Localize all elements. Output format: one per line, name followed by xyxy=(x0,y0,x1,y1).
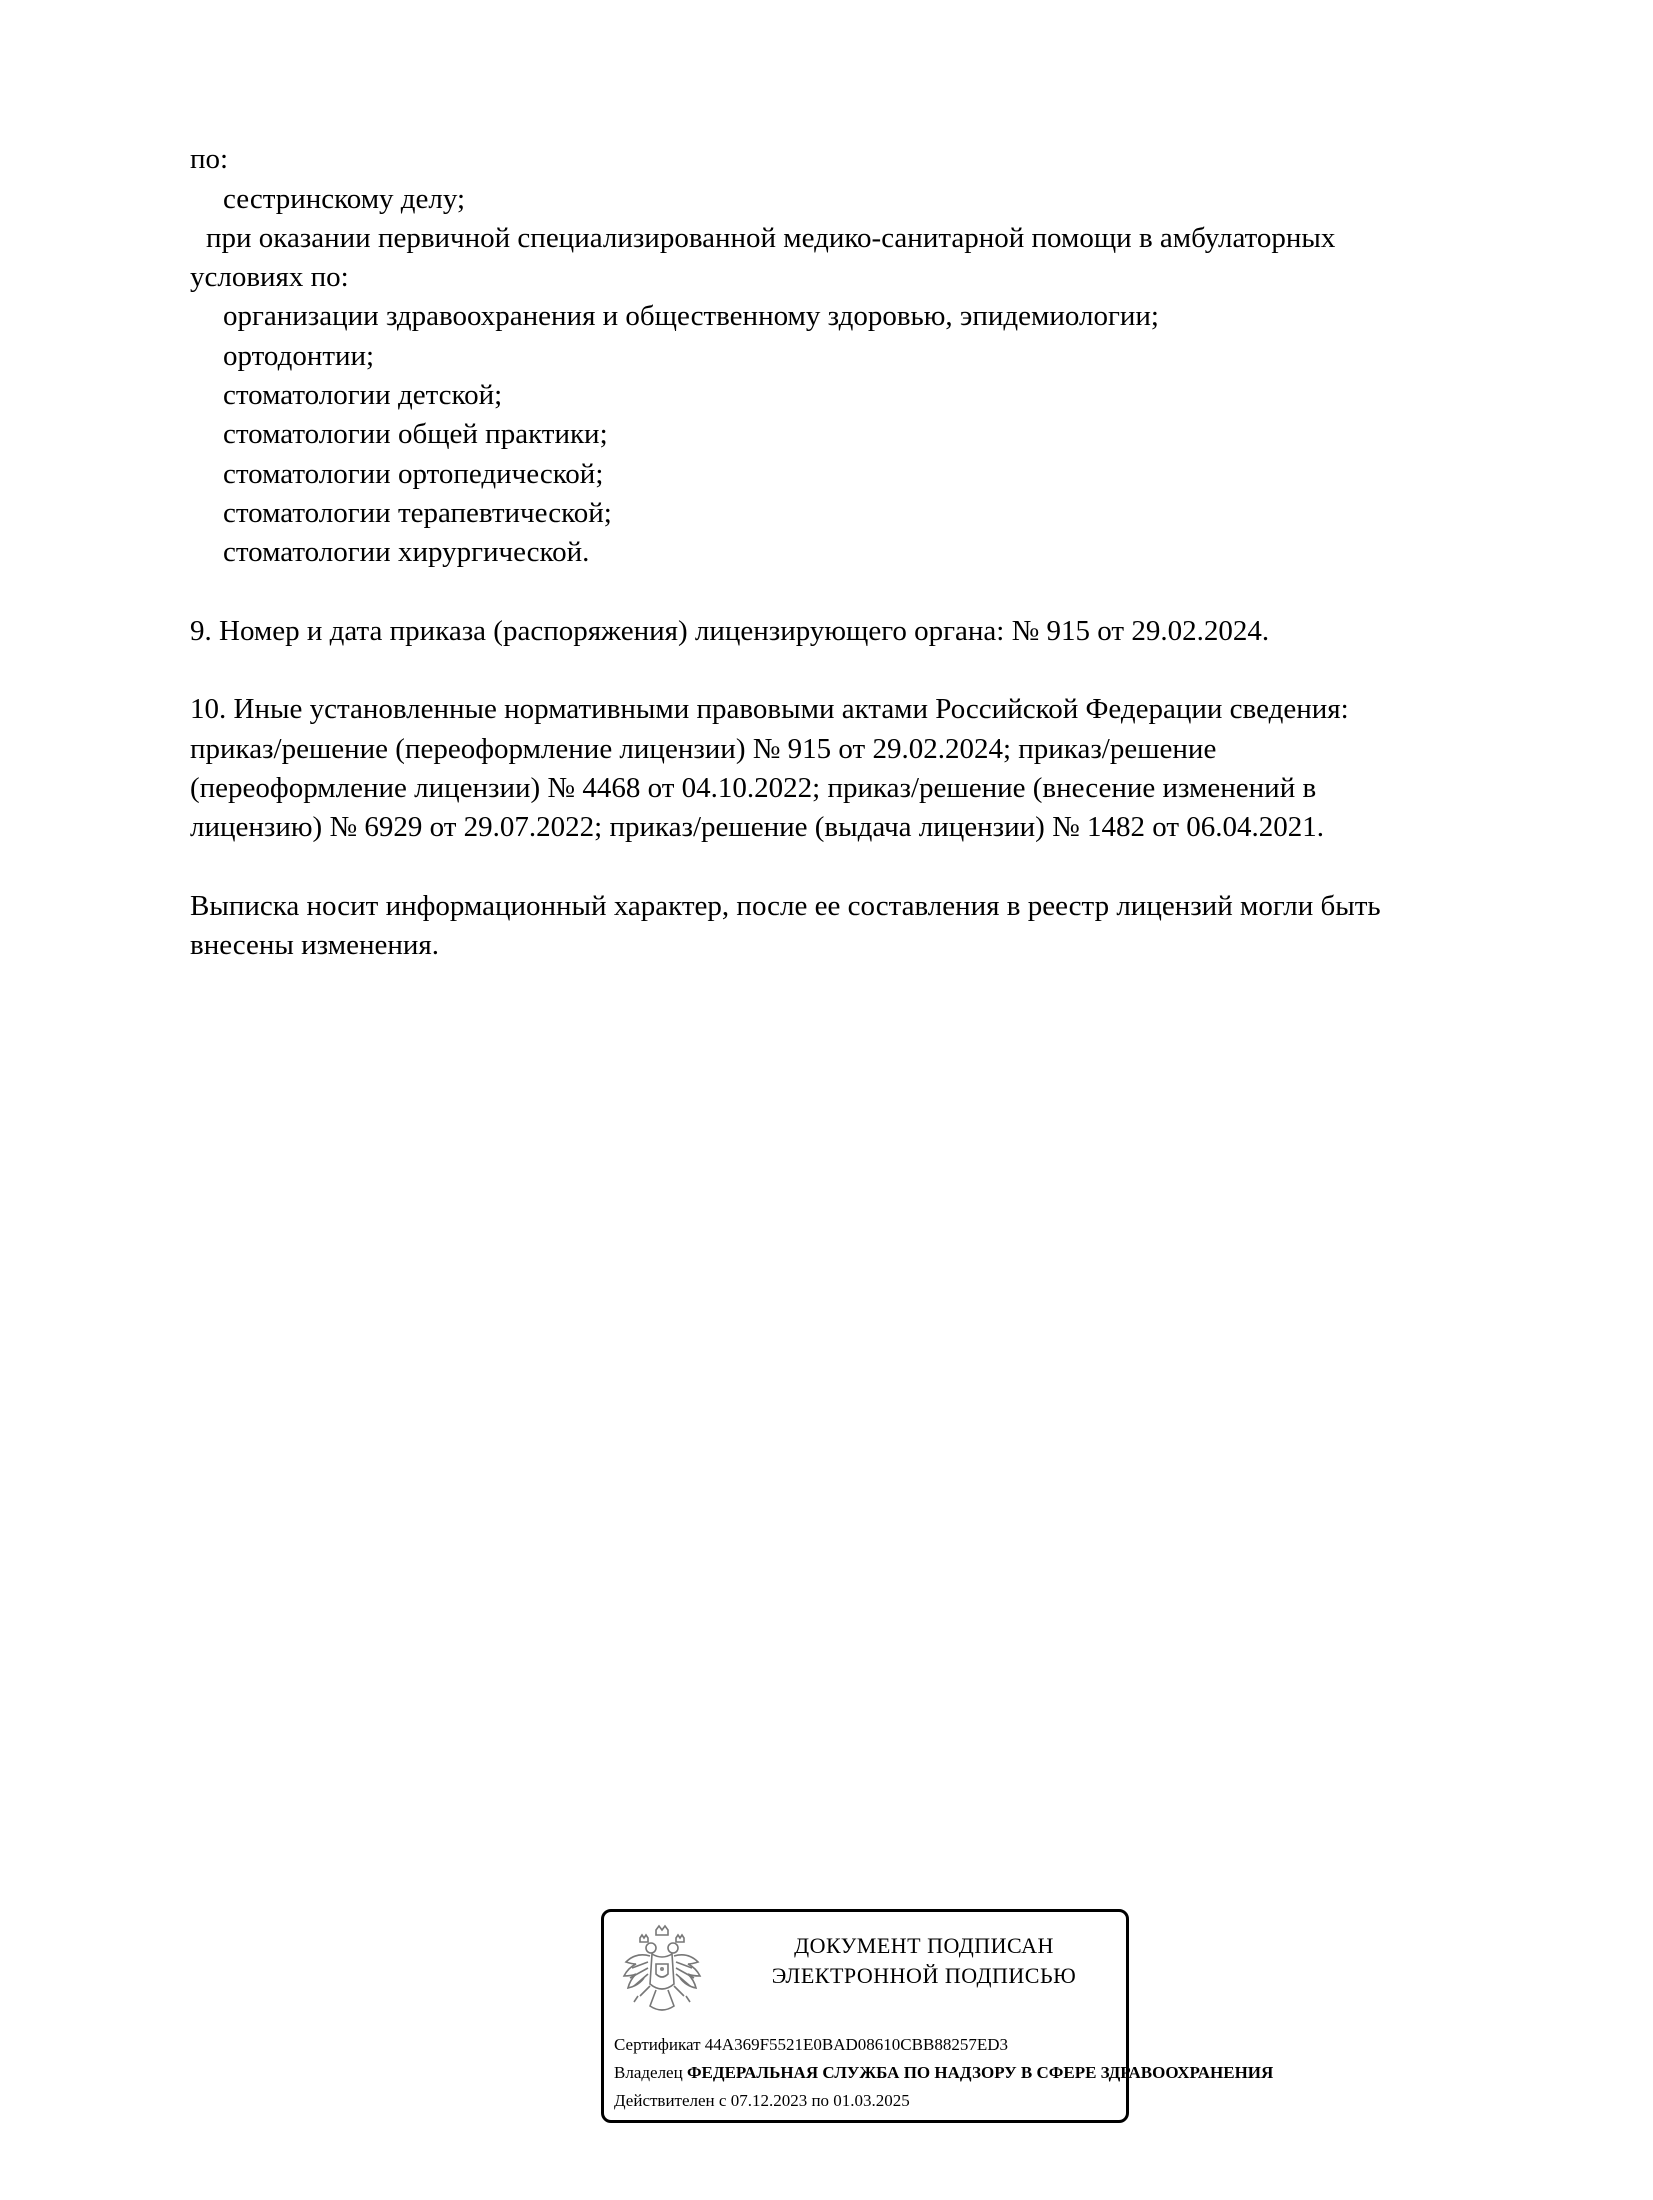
text-line: сестринскому делу; xyxy=(223,183,466,215)
electronic-signature-stamp xyxy=(601,1909,1274,2123)
disclaimer-line: Выписка носит информационный характер, после ее составления в реестр лицензий могли быть xyxy=(190,890,1381,922)
text-line: условиях по: xyxy=(190,261,349,293)
russian-coat-of-arms-icon xyxy=(620,1924,704,2020)
text-line: приказ/решение (переоформление лицензии) № 915 от 29.02.2024; приказ/решение xyxy=(190,733,1217,765)
text-line: стоматологии ортопедической; xyxy=(223,458,604,490)
validity-line: Действителен с 07.12.2023 по 01.03.2025 xyxy=(614,2091,910,2110)
text-line: (переоформление лицензии) № 4468 от 04.10.2022; приказ/решение (внесение изменений в xyxy=(190,772,1317,804)
stamp-heading-line1: ДОКУМЕНТ ПОДПИСАН xyxy=(794,1933,1054,1958)
owner-line xyxy=(614,2062,1273,2084)
text-line: стоматологии детской; xyxy=(223,379,503,411)
section-9-order: 9. Номер и дата приказа (распоряжения) лицензирующего органа: № 915 от 29.02.2024. xyxy=(190,615,1270,647)
certificate-value: 44A369F5521E0BAD08610CBB88257ED3 xyxy=(704,2035,1008,2054)
text-line: при оказании первичной специализированной медико-санитарной помощи в амбулаторных xyxy=(206,222,1336,254)
owner-value: ФЕДЕРАЛЬНАЯ СЛУЖБА ПО НАДЗОРУ В СФЕРЕ ЗДРАВООХРАНЕНИЯ xyxy=(686,2063,1274,2082)
text-line: ортодонтии; xyxy=(223,340,375,372)
text-line: стоматологии терапевтической; xyxy=(223,497,612,529)
text-line: лицензию) № 6929 от 29.07.2022; приказ/решение (выдача лицензии) № 1482 от 06.04.2021. xyxy=(190,811,1325,843)
disclaimer-line: внесены изменения. xyxy=(190,929,439,961)
owner-label: Владелец xyxy=(614,2063,683,2082)
certificate-line xyxy=(614,2034,1008,2056)
text-line: по: xyxy=(190,143,229,175)
text-line: стоматологии хирургической. xyxy=(223,536,590,568)
stamp-heading-line2: ЭЛЕКТРОННОЙ ПОДПИСЬЮ xyxy=(771,1963,1077,1988)
text-line: организации здравоохранения и общественному здоровью, эпидемиологии; xyxy=(223,300,1159,332)
certificate-label: Сертификат xyxy=(614,2035,701,2054)
text-line: стоматологии общей практики; xyxy=(223,418,608,450)
section-10-heading: 10. Иные установленные нормативными правовыми актами Российской Федерации сведения: xyxy=(190,693,1349,725)
